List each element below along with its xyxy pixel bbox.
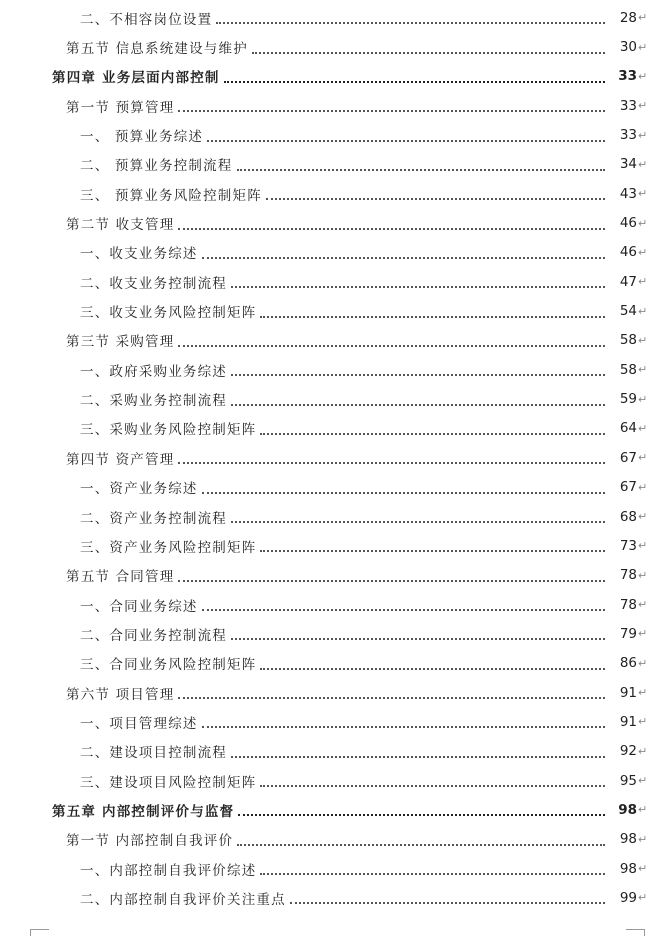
dot-leader: [231, 755, 605, 758]
return-arrow-icon: ↵: [638, 275, 648, 289]
return-arrow-icon: ↵: [638, 333, 648, 347]
toc-page-number: 98: [618, 801, 637, 818]
return-arrow-icon: ↵: [638, 598, 648, 612]
toc-section-entry[interactable]: [0, 825, 670, 854]
toc-page-number: 98: [619, 860, 637, 877]
return-arrow-icon: ↵: [638, 627, 648, 641]
toc-subsection-entry[interactable]: [0, 296, 670, 325]
toc-subsection-entry[interactable]: [0, 502, 670, 531]
toc-page-number: 33: [619, 127, 637, 144]
toc-section-entry[interactable]: [0, 561, 670, 590]
toc-section-entry[interactable]: [0, 326, 670, 355]
return-arrow-icon: ↵: [638, 187, 648, 201]
toc-entry-title: 第五节 信息系统建设与维护: [66, 37, 250, 57]
toc-page-number: 67: [619, 479, 637, 496]
toc-page-number: 68: [619, 508, 637, 525]
dot-leader: [231, 373, 605, 376]
return-arrow-icon: ↵: [638, 715, 648, 729]
toc-subsection-entry[interactable]: [0, 120, 670, 149]
toc-page-number: 98: [619, 831, 637, 848]
dot-leader: [202, 608, 605, 611]
return-arrow-icon: ↵: [638, 304, 648, 318]
toc-page-number: 30: [619, 39, 637, 56]
return-arrow-icon: ↵: [638, 216, 648, 230]
toc-subsection-entry[interactable]: [0, 179, 670, 208]
dot-leader: [231, 637, 605, 640]
toc-subsection-entry[interactable]: [0, 384, 670, 413]
toc-page-number: 28: [619, 9, 637, 26]
toc-subsection-entry[interactable]: [0, 854, 670, 883]
dot-leader: [260, 315, 605, 318]
toc-entry-title: 第三节 采购管理: [66, 330, 176, 350]
toc-entry-title: 三、建设项目风险控制矩阵: [80, 771, 258, 791]
toc-entry-title: 二、 预算业务控制流程: [80, 154, 235, 174]
toc-subsection-entry[interactable]: [0, 355, 670, 384]
toc-chapter-entry[interactable]: [0, 62, 670, 91]
dot-leader: [231, 403, 605, 406]
return-arrow-icon: ↵: [638, 686, 648, 700]
toc-subsection-entry[interactable]: [0, 238, 670, 267]
dot-leader: [260, 549, 605, 552]
toc-subsection-entry[interactable]: [0, 737, 670, 766]
return-arrow-icon: ↵: [638, 99, 648, 113]
toc-entry-title: 第五节 合同管理: [66, 565, 176, 585]
toc-entry-title: 二、合同业务控制流程: [80, 624, 229, 644]
dot-leader: [231, 520, 605, 523]
toc-entry-title: 第四章 业务层面内部控制: [52, 66, 222, 86]
toc-page-number: 64: [619, 420, 637, 437]
toc-page-number: 67: [619, 449, 637, 466]
dot-leader: [202, 491, 605, 494]
toc-page-number: 78: [619, 596, 637, 613]
toc-entry-title: 第五章 内部控制评价与监督: [52, 800, 236, 820]
return-arrow-icon: ↵: [638, 451, 648, 465]
toc-entry-title: 第一节 预算管理: [66, 96, 176, 116]
dot-leader: [202, 256, 605, 259]
toc-entry-title: 一、 预算业务综述: [80, 125, 205, 145]
toc-entry-title: 第一节 内部控制自我评价: [66, 829, 235, 849]
toc-page-number: 79: [619, 625, 637, 642]
toc-entry-title: 三、合同业务风险控制矩阵: [80, 653, 258, 673]
toc-page-number: 95: [619, 772, 637, 789]
return-arrow-icon: ↵: [638, 69, 648, 83]
toc-entry-title: 二、收支业务控制流程: [80, 272, 229, 292]
toc-section-entry[interactable]: [0, 678, 670, 707]
dot-leader: [252, 51, 605, 54]
toc-entry-title: 三、 预算业务风险控制矩阵: [80, 184, 264, 204]
toc-entry-title: 一、资产业务综述: [80, 477, 200, 497]
return-arrow-icon: ↵: [638, 744, 648, 758]
return-arrow-icon: ↵: [638, 656, 648, 670]
return-arrow-icon: ↵: [638, 128, 648, 142]
toc-entry-title: 二、不相容岗位设置: [80, 8, 214, 28]
toc-entry-title: 三、资产业务风险控制矩阵: [80, 536, 258, 556]
toc-section-entry[interactable]: [0, 32, 670, 61]
toc-subsection-entry[interactable]: [0, 649, 670, 678]
toc-section-entry[interactable]: [0, 91, 670, 120]
return-arrow-icon: ↵: [638, 539, 648, 553]
dot-leader: [231, 285, 605, 288]
toc-subsection-entry[interactable]: [0, 619, 670, 648]
dot-leader: [178, 696, 605, 699]
toc-page-number: 33: [619, 97, 637, 114]
toc-page-number: 99: [619, 889, 637, 906]
return-arrow-icon: ↵: [638, 891, 648, 905]
toc-page-number: 34: [619, 156, 637, 173]
return-arrow-icon: ↵: [638, 480, 648, 494]
dot-leader: [290, 901, 605, 904]
dot-leader: [260, 784, 605, 787]
toc-entry-title: 第二节 收支管理: [66, 213, 176, 233]
toc-entry-title: 二、资产业务控制流程: [80, 507, 229, 527]
toc-entry-title: 一、收支业务综述: [80, 242, 200, 262]
toc-subsection-entry[interactable]: [0, 531, 670, 560]
toc-entry-title: 一、政府采购业务综述: [80, 360, 229, 380]
toc-subsection-entry[interactable]: [0, 473, 670, 502]
toc-page-number: 58: [619, 361, 637, 378]
toc-page-number: 78: [619, 567, 637, 584]
toc-chapter-entry[interactable]: [0, 795, 670, 824]
dot-leader: [260, 667, 605, 670]
return-arrow-icon: ↵: [638, 803, 648, 817]
dot-leader: [260, 872, 605, 875]
page-corner-mark-right: [626, 929, 645, 936]
toc-entry-title: 二、内部控制自我评价关注重点: [80, 888, 288, 908]
dot-leader: [237, 843, 605, 846]
toc-entry-title: 一、合同业务综述: [80, 595, 200, 615]
toc-page-number: 46: [619, 215, 637, 232]
dot-leader: [207, 139, 605, 142]
toc-subsection-entry[interactable]: [0, 267, 670, 296]
toc-entry-title: 三、采购业务风险控制矩阵: [80, 418, 258, 438]
return-arrow-icon: ↵: [638, 774, 648, 788]
return-arrow-icon: ↵: [638, 510, 648, 524]
toc-page-number: 86: [619, 655, 637, 672]
toc-page-number: 43: [619, 185, 637, 202]
dot-leader: [178, 579, 605, 582]
toc-subsection-entry[interactable]: [0, 707, 670, 736]
toc-page-number: 59: [619, 391, 637, 408]
dot-leader: [178, 461, 605, 464]
toc-page-number: 33: [618, 68, 637, 85]
toc-entry-title: 第六节 项目管理: [66, 683, 176, 703]
dot-leader: [237, 168, 606, 171]
toc-subsection-entry[interactable]: [0, 3, 670, 32]
dot-leader: [238, 813, 605, 816]
toc-page-number: 73: [619, 537, 637, 554]
return-arrow-icon: ↵: [638, 832, 648, 846]
table-of-contents: [0, 3, 670, 913]
dot-leader: [178, 227, 605, 230]
toc-page-number: 92: [619, 743, 637, 760]
return-arrow-icon: ↵: [638, 363, 648, 377]
return-arrow-icon: ↵: [638, 11, 648, 25]
toc-entry-title: 一、项目管理综述: [80, 712, 200, 732]
return-arrow-icon: ↵: [638, 392, 648, 406]
toc-page-number: 91: [619, 713, 637, 730]
toc-page-number: 58: [619, 332, 637, 349]
dot-leader: [266, 197, 605, 200]
toc-entry-title: 三、收支业务风险控制矩阵: [80, 301, 258, 321]
page-corner-mark-left: [30, 929, 49, 936]
dot-leader: [202, 725, 605, 728]
toc-section-entry[interactable]: [0, 208, 670, 237]
dot-leader: [260, 432, 605, 435]
return-arrow-icon: ↵: [638, 862, 648, 876]
toc-page-number: 54: [619, 303, 637, 320]
return-arrow-icon: ↵: [638, 568, 648, 582]
return-arrow-icon: ↵: [638, 421, 648, 435]
dot-leader: [178, 109, 605, 112]
toc-subsection-entry[interactable]: [0, 883, 670, 912]
toc-page-number: 91: [619, 684, 637, 701]
dot-leader: [216, 21, 605, 24]
toc-page-number: 46: [619, 244, 637, 261]
toc-subsection-entry[interactable]: [0, 150, 670, 179]
return-arrow-icon: ↵: [638, 40, 648, 54]
toc-entry-title: 二、采购业务控制流程: [80, 389, 229, 409]
dot-leader: [178, 344, 605, 347]
return-arrow-icon: ↵: [638, 157, 648, 171]
toc-entry-title: 一、内部控制自我评价综述: [80, 859, 258, 879]
toc-entry-title: 二、建设项目控制流程: [80, 741, 229, 761]
toc-subsection-entry[interactable]: [0, 766, 670, 795]
dot-leader: [224, 80, 605, 83]
toc-subsection-entry[interactable]: [0, 590, 670, 619]
toc-subsection-entry[interactable]: [0, 414, 670, 443]
toc-entry-title: 第四节 资产管理: [66, 448, 176, 468]
return-arrow-icon: ↵: [638, 245, 648, 259]
toc-page-number: 47: [619, 273, 637, 290]
toc-section-entry[interactable]: [0, 443, 670, 472]
